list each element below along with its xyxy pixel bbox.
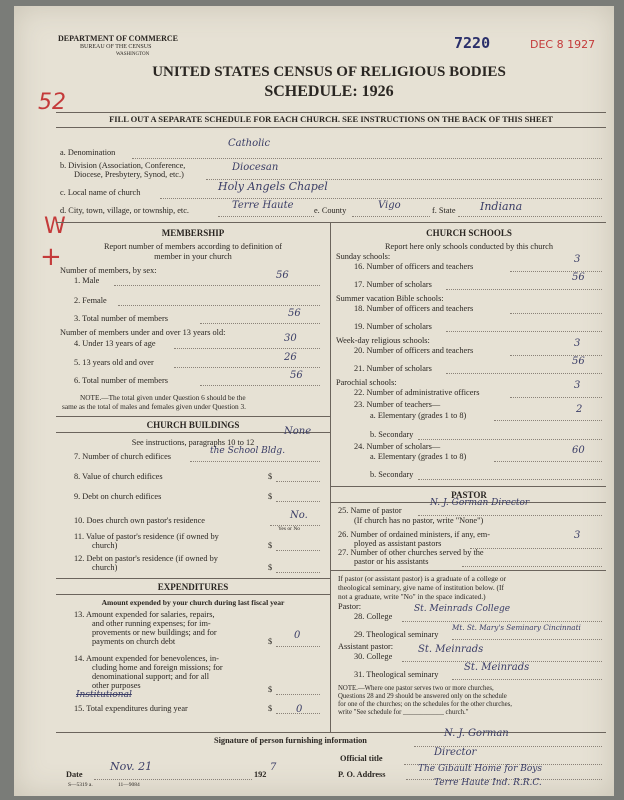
q2-female-label: 2. Female	[74, 296, 107, 305]
q26-label-1: 26. Number of ordained ministers, if any, em-	[338, 530, 490, 539]
q10-hint: Yes or No	[278, 526, 301, 532]
q25-hint: (If church has no pastor, write "None")	[354, 516, 484, 525]
form-code-2: 11—9084	[118, 782, 140, 788]
q31-label: 31. Theological seminary	[354, 670, 439, 679]
q13-line-1: 13. Amount expended for salaries, repairs,	[74, 610, 215, 619]
q24-label: 24. Number of scholars—	[354, 442, 441, 451]
expenditures-heading: EXPENDITURES	[157, 582, 229, 592]
q11-dollar: $	[268, 541, 273, 550]
q25-label: 25. Name of pastor	[338, 506, 402, 515]
q16-value: 3	[574, 254, 581, 265]
official-title-label: Official title	[340, 754, 383, 763]
year-suffix: 7	[270, 762, 277, 773]
q26-label-2: ployed as assistant pastors	[354, 539, 442, 548]
q22-value: 3	[574, 380, 581, 391]
q31-value: St. Meinrads	[464, 662, 530, 673]
q21-value: 56	[572, 356, 585, 367]
q6-total-value: 56	[290, 370, 303, 381]
form-title: UNITED STATES CENSUS OF RELIGIOUS BODIES	[152, 64, 506, 80]
q24b-label: b. Secondary	[370, 470, 414, 479]
pastor-heading: PASTOR	[451, 490, 487, 500]
pastor-note-1: NOTE.—Where one pastor serves two or more churches,	[338, 685, 494, 692]
state-label: f. State	[432, 206, 456, 215]
q25-value: N. J. Gorman Director	[430, 498, 530, 508]
q20-value: 3	[574, 338, 581, 349]
q1-male-label: 1. Male	[74, 276, 100, 285]
division-label-1: b. Division (Association, Conference,	[60, 161, 186, 170]
q5-over13-value: 26	[284, 352, 297, 363]
q29-label: 29. Theological seminary	[354, 630, 439, 639]
form-code: S—5319 a.	[68, 782, 93, 788]
weekday-schools-label: Week-day religious schools:	[336, 336, 430, 345]
church-name-value: Holy Angels Chapel	[218, 180, 328, 193]
membership-intro-2: member in your church	[154, 252, 232, 261]
q17-value: 56	[572, 272, 585, 283]
po-address-line-2: Terre Haute Ind. R.R.C.	[434, 778, 542, 788]
signature-label: Signature of person furnishing information	[214, 736, 367, 745]
po-address-line-1: The Gibault Home for Boys	[418, 764, 542, 774]
bureau-label: BUREAU OF THE CENSUS	[80, 44, 152, 50]
state-value: Indiana	[480, 200, 523, 213]
division-label-2: Diocese, Presbytery, Synod, etc.)	[74, 170, 184, 179]
membership-note-1: NOTE.—The total given under Question 6 should be the	[80, 393, 246, 402]
division-value: Diocesan	[232, 162, 279, 173]
q5-over13-label: 5. 13 years old and over	[74, 358, 154, 367]
q7-none-note: None	[284, 426, 312, 437]
q1-male-value: 56	[276, 270, 289, 281]
city-field-label: d. City, town, village, or township, etc.	[60, 206, 189, 215]
schools-heading: CHURCH SCHOOLS	[426, 228, 512, 238]
city-label: WASHINGTON	[116, 52, 150, 57]
city-field-value: Terre Haute	[232, 200, 294, 211]
q13-value: 0	[294, 630, 301, 641]
q30-label: 30. College	[354, 652, 393, 661]
form-subtitle: SCHEDULE: 1926	[264, 83, 394, 100]
q14-line-3: denominational support; and for all	[92, 672, 210, 681]
pastor-note-4: write "See schedule for ____________ church."	[338, 709, 469, 716]
q20-label: 20. Number of officers and teachers	[354, 346, 474, 355]
q8-value-label: 8. Value of church edifices	[74, 472, 163, 481]
q30-value: St. Meinrads	[418, 644, 484, 655]
q16-label: 16. Number of officers and teachers	[354, 262, 474, 271]
q15-dollar: $	[268, 704, 273, 713]
q26-value: 3	[574, 530, 581, 541]
q6-total-label: 6. Total number of members	[74, 376, 168, 385]
q27-label-2: pastor or his assistants	[354, 557, 429, 566]
denomination-label: a. Denomination	[60, 148, 116, 157]
official-title-value: Director	[434, 747, 477, 758]
po-address-label: P. O. Address	[338, 770, 386, 779]
q13-line-3: provements or new buildings; and for	[92, 628, 217, 637]
q22-label: 22. Number of administrative officers	[354, 388, 480, 397]
date-value: Nov. 21	[110, 760, 153, 773]
q23a-value: 2	[576, 404, 583, 415]
buildings-heading: CHURCH BUILDINGS	[146, 420, 240, 430]
church-name-label: c. Local name of church	[60, 188, 141, 197]
county-label: e. County	[314, 206, 347, 215]
q14-dollar: $	[268, 685, 273, 694]
q14-line-4: other purposes	[92, 681, 141, 690]
census-schedule-sheet	[14, 6, 614, 796]
q29-value: Mt. St. Mary's Seminary Cincinnati	[452, 623, 581, 632]
q24a-value: 60	[572, 445, 585, 456]
expenditures-intro: Amount expended by your church during last fiscal year	[101, 598, 285, 607]
county-value: Vigo	[378, 200, 401, 211]
q15-total-label: 15. Total expenditures during year	[74, 704, 188, 713]
q14-line-2: cluding home and foreign missions; for	[92, 663, 223, 672]
sunday-schools-label: Sunday schools:	[336, 252, 391, 261]
instruction-line: FILL OUT A SEPARATE SCHEDULE FOR EACH CHURCH. SEE INSTRUCTIONS ON THE BACK OF THIS SHEET	[109, 114, 553, 124]
schools-intro: Report here only schools conducted by this church	[385, 242, 553, 251]
denomination-value: Catholic	[228, 138, 271, 149]
q19-label: 19. Number of scholars	[354, 322, 432, 331]
q12-label-1: 12. Debt on pastor's residence (if owned by	[74, 554, 218, 563]
q13-line-4: payments on church debt	[92, 637, 176, 646]
q8-dollar: $	[268, 472, 273, 481]
membership-note-2: same as the total of males and females given under Question 3.	[62, 402, 246, 411]
pastor-note-3: for one of the churches; on the schedules for the other churches,	[338, 701, 513, 708]
q23a-label: a. Elementary (grades 1 to 8)	[370, 411, 467, 420]
parochial-schools-label: Parochial schools:	[336, 378, 397, 387]
q9-dollar: $	[268, 492, 273, 501]
q24a-label: a. Elementary (grades 1 to 8)	[370, 452, 467, 461]
buildings-intro: See instructions, paragraphs 10 to 12	[131, 438, 255, 447]
q12-dollar: $	[268, 563, 273, 572]
q15-value: 0	[296, 704, 303, 715]
date-label: Date	[66, 770, 83, 779]
received-date-stamp: DEC 8 1927	[530, 38, 596, 51]
q21-label: 21. Number of scholars	[354, 364, 432, 373]
q3-total-label: 3. Total number of members	[74, 314, 168, 323]
q13-line-2: and other running expenses; for im-	[92, 619, 211, 628]
q27-label-1: 27. Number of other churches served by the	[338, 548, 484, 557]
college-intro-3: not a graduate, write "No" in the space indicated.)	[338, 592, 486, 601]
summer-schools-label: Summer vacation Bible schools:	[336, 294, 444, 303]
dept-label: DEPARTMENT OF COMMERCE	[58, 34, 179, 43]
margin-w-mark: W	[44, 214, 66, 239]
q3-total-value: 56	[288, 308, 301, 319]
q28-label: 28. College	[354, 612, 393, 621]
q13-dollar: $	[268, 637, 273, 646]
q7-edifices-label: 7. Number of church edifices	[74, 452, 171, 461]
membership-heading: MEMBERSHIP	[161, 228, 225, 238]
members-by-age-label: Number of members under and over 13 years old:	[60, 328, 226, 337]
signature-value: N. J. Gorman	[444, 728, 509, 739]
pastor-sub-label: Pastor:	[338, 602, 362, 611]
q14-line-1: 14. Amount expended for benevolences, in-	[74, 654, 219, 663]
q10-residence-label: 10. Does church own pastor's residence	[74, 516, 205, 525]
q18-label: 18. Number of officers and teachers	[354, 304, 474, 313]
stamp-number: 7220	[454, 34, 491, 52]
membership-intro-1: Report number of members according to definition of	[103, 242, 283, 251]
q17-label: 17. Number of scholars	[354, 280, 432, 289]
assistant-pastor-label: Assistant pastor:	[338, 642, 394, 651]
q11-label-2: church)	[92, 541, 118, 550]
college-intro-1: If pastor (or assistant pastor) is a graduate of a college or	[338, 574, 507, 583]
q4-under13-value: 30	[284, 333, 297, 344]
q23-label: 23. Number of teachers—	[354, 400, 441, 409]
handwritten-52: 52	[38, 90, 66, 115]
q28-value: St. Meinrads College	[414, 604, 511, 614]
q11-label-1: 11. Value of pastor's residence (if owned by	[74, 532, 219, 541]
q12-label-2: church)	[92, 563, 118, 572]
q7-edifices-value: the School Bldg.	[210, 446, 286, 456]
q4-under13-label: 4. Under 13 years of age	[74, 339, 156, 348]
pastor-note-2: Questions 28 and 29 should be answered only on the schedule	[338, 693, 507, 700]
members-by-sex-label: Number of members, by sex:	[60, 266, 157, 275]
q14-value: Institutional	[76, 690, 132, 700]
college-intro-2: theological seminary, give name of institution below. (If	[338, 583, 504, 592]
margin-plus-mark: +	[40, 242, 62, 272]
q23b-label: b. Secondary	[370, 430, 414, 439]
q10-residence-value: No.	[290, 510, 308, 521]
q9-debt-label: 9. Debt on church edifices	[74, 492, 162, 501]
year-prefix: 192	[254, 770, 267, 779]
